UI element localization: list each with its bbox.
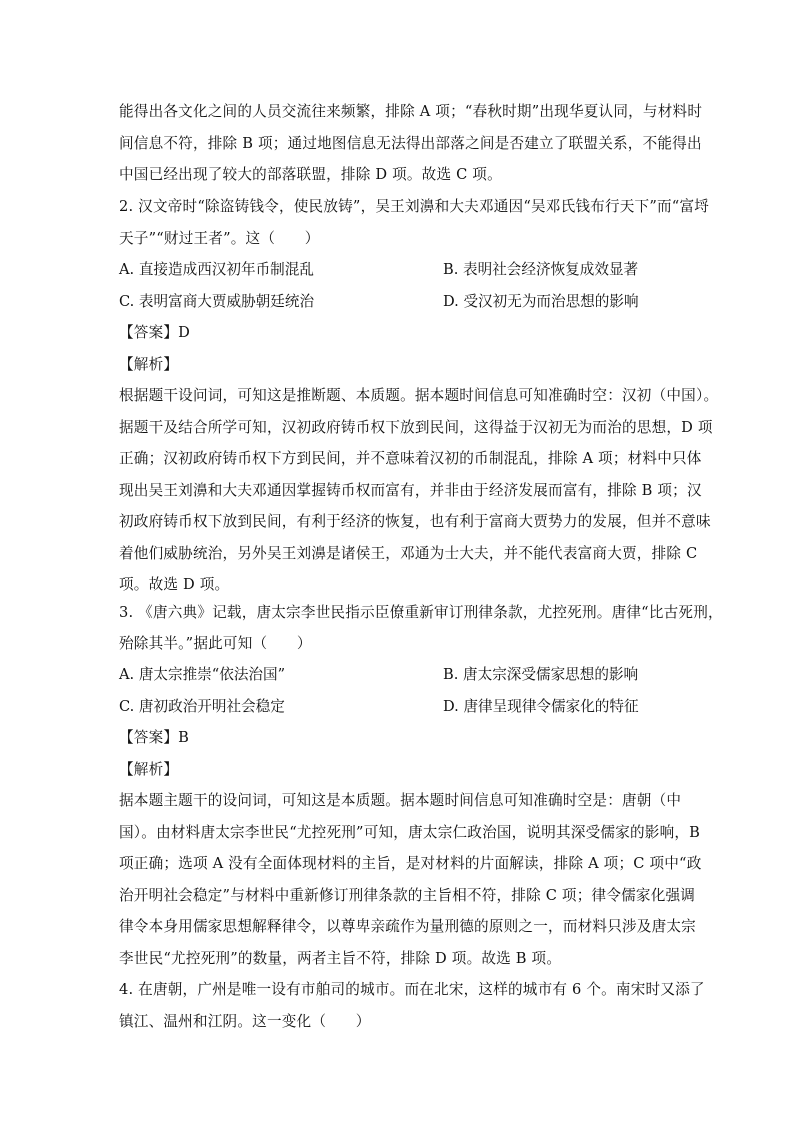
- q2-analysis-line-4: 现出吴王刘濞和大夫邓通因掌握铸币权而富有，并非由于经济发展而富有，排除 B 项；汉: [119, 482, 702, 499]
- q2-stem-line-2: 天子”“财过王者”。这（ ）: [119, 230, 320, 247]
- q2-analysis-line-1: 根据题干设问词，可知这是推断题、本质题。据本题时间信息可知准确时空：汉初（中国）。: [119, 387, 719, 404]
- q3-option-b: B. 唐太宗深受儒家思想的影响: [443, 666, 639, 683]
- q3-analysis-line-6: 李世民“尤控死刑”的数量，两者主旨不符，排除 D 项。故选 B 项。: [119, 950, 562, 967]
- q2-analysis-line-5: 初政府铸币权下放到民间，有利于经济的恢复，也有利于富商大贾势力的发展，但并不意味: [119, 513, 711, 530]
- q2-analysis-line-2: 据题干及结合所学可知，汉初政府铸币权下放到民间，这得益于汉初无为而治的思想，D 项: [119, 419, 713, 436]
- q2-option-c: C. 表明富商大贾威胁朝廷统治: [119, 293, 315, 310]
- q3-analysis-line-1: 据本题主题干的设问词，可知这是本质题。据本题时间信息可知准确时空是：唐朝（中: [119, 792, 682, 809]
- q2-analysis-line-7: 项。故选 D 项。: [119, 576, 230, 593]
- q3-option-a: A. 唐太宗推崇“依法治国”: [119, 666, 286, 683]
- prev-analysis-line-1: 能得出各文化之间的人员交流往来频繁，排除 A 项；“春秋时期”出现华夏认同，与材料时: [119, 103, 703, 120]
- q2-stem-line-1: 2. 汉文帝时“除盗铸钱令，使民放铸”，吴王刘濞和大夫邓通因“吴邓氏钱布行天下”而“富埒: [119, 198, 710, 215]
- prev-analysis-line-3: 中国已经出现了较大的部落联盟，排除 D 项。故选 C 项。: [119, 166, 502, 183]
- q3-analysis-line-5: 律令本身用儒家思想解释律令，以尊卑亲疏作为量刑德的原则之一，而材料只涉及唐太宗: [119, 918, 696, 935]
- q3-stem-line-1: 3. 《唐六典》记载，唐太宗李世民指示臣僚重新审订刑律条款，尤控死刑。唐律“比古死刑，: [119, 604, 723, 621]
- q4-stem-line-2: 镇江、温州和江阴。这一变化（ ）: [119, 1013, 371, 1030]
- q3-analysis-line-3: 项正确；选项 A 没有全面体现材料的主旨，是对材料的片面解读，排除 A 项；C 项中“政: [119, 855, 702, 872]
- q3-option-d: D. 唐律呈现律令儒家化的特征: [443, 698, 639, 715]
- q3-analysis-label: 【解析】: [119, 761, 179, 778]
- q2-option-b: B. 表明社会经济恢复成效显著: [443, 261, 639, 278]
- q2-option-d: D. 受汉初无为而治思想的影响: [443, 293, 639, 310]
- q3-option-c: C. 唐初政治开明社会稳定: [119, 698, 285, 715]
- q2-analysis-line-6: 着他们威胁统治，另外吴王刘濞是诸侯王，邓通为士大夫，并不能代表富商大贾，排除 C: [119, 545, 698, 562]
- q3-analysis-line-2: 国）。由材料唐太宗李世民“尤控死刑”可知，唐太宗仁政治国，说明其深受儒家的影响，B: [119, 824, 701, 841]
- q2-analysis-line-3: 正确；汉初政府铸币权下方到民间，并不意味着汉初的币制混乱，排除 A 项；材料中只体: [119, 450, 702, 467]
- q3-analysis-line-4: 治开明社会稳定”与材料中重新修订刑律条款的主旨相不符，排除 C 项；律令儒家化强调: [119, 887, 696, 904]
- q2-analysis-label: 【解析】: [119, 356, 179, 373]
- q3-answer: 【答案】B: [119, 729, 190, 746]
- q2-answer: 【答案】D: [119, 324, 191, 341]
- prev-analysis-line-2: 间信息不符，排除 B 项；通过地图信息无法得出部落之间是否建立了联盟关系，不能得出: [119, 135, 702, 152]
- q4-stem-line-1: 4. 在唐朝，广州是唯一设有市舶司的城市。而在北宋，这样的城市有 6 个。南宋时又添了: [119, 981, 705, 998]
- q2-option-a: A. 直接造成西汉初年币制混乱: [119, 261, 314, 278]
- q3-stem-line-2: 殆除其半。”据此可知（ ）: [119, 635, 312, 652]
